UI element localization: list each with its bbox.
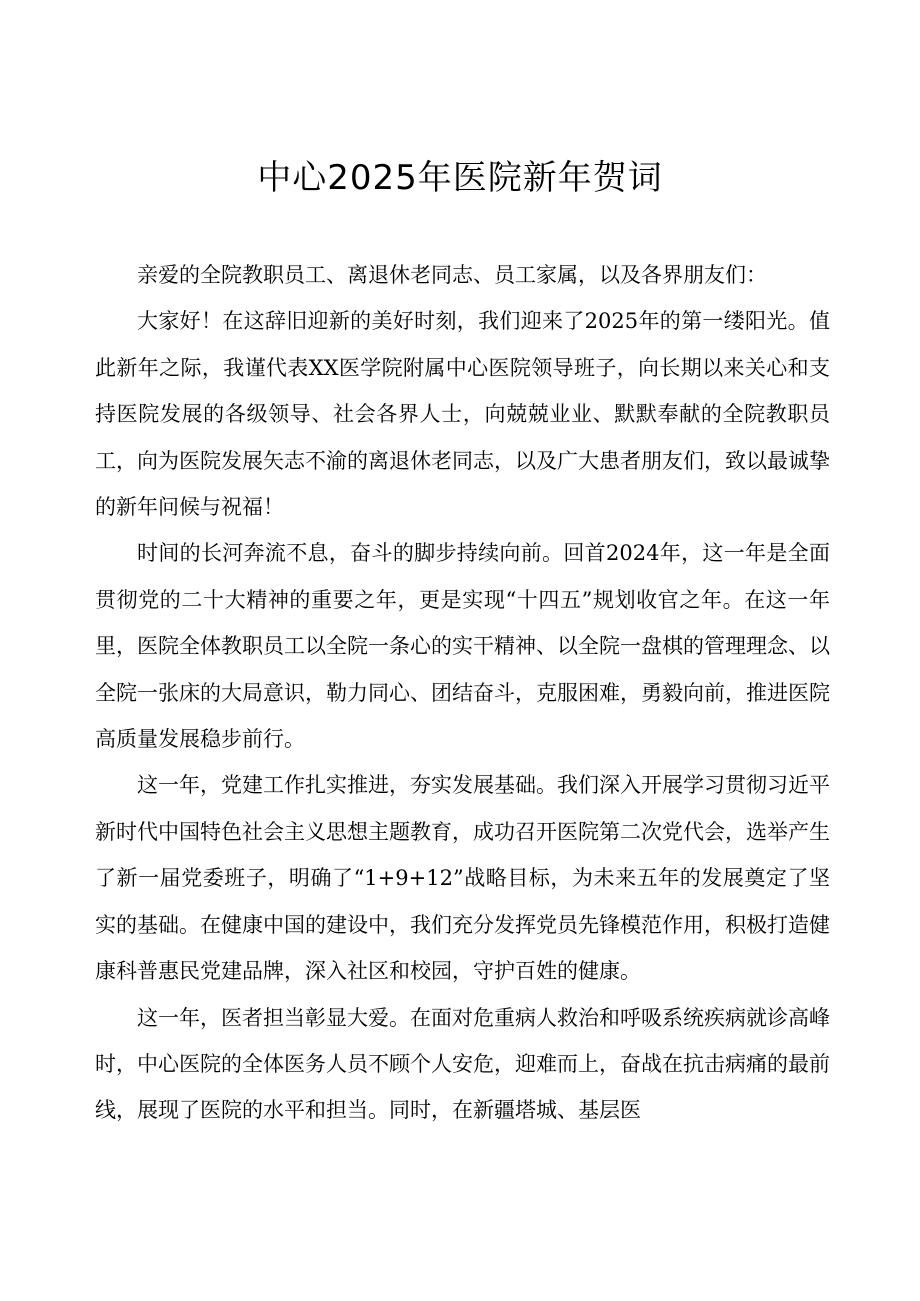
salutation-paragraph: 亲爱的全院教职员工、离退休老同志、员工家属，以及各界朋友们： [137, 263, 767, 287]
page-title: 中心2025年医院新年贺词 [257, 158, 663, 198]
document-body [95, 252, 830, 1134]
body-paragraph: 这一年，党建工作扎实推进，夯实发展基础。我们深入开展学习贯彻习近平新时代中国特色社会主义思想主题教育，成功召开医院第二次党代会，选举产生了新一届党委班子，明确了“1+9+12”战略目标，为未来五年的发展奠定了坚实的基础。在健康中国的建设中，我们充分发挥党员先锋模范作用，积极打造健康科普惠民党建品牌，深入社区和校园，守护百姓的健康。 [95, 773, 830, 984]
body-paragraph: 这一年，医者担当彰显大爱。在面对危重病人救治和呼吸系统疾病就诊高峰时，中心医院的全体医务人员不顾个人安危，迎难而上，奋战在抗击病痛的最前线，展现了医院的水平和担当。同时，在新疆塔城、基层医 [95, 1005, 830, 1123]
body-paragraph: 时间的长河奔流不息，奋斗的脚步持续向前。回首2024年，这一年是全面贯彻党的二十大精神的重要之年，更是实现“十四五”规划收官之年。在这一年里，医院全体教职员工以全院一条心的实干精神、以全院一盘棋的管理理念、以全院一张床的大局意识，勒力同心、团结奋斗，克服困难，勇毅向前，推进医院高质量发展稳步前行。 [95, 541, 830, 752]
body-paragraph: 大家好！在这辞旧迎新的美好时刻，我们迎来了2025年的第一缕阳光。值此新年之际，我谨代表XX医学院附属中心医院领导班子，向长期以来关心和支持医院发展的各级领导、社会各界人士，向兢兢业业、默默奉献的全院教职员工，向为医院发展矢志不渝的离退休老同志，以及广大患者朋友们，致以最诚挚的新年问候与祝福！ [95, 309, 830, 520]
